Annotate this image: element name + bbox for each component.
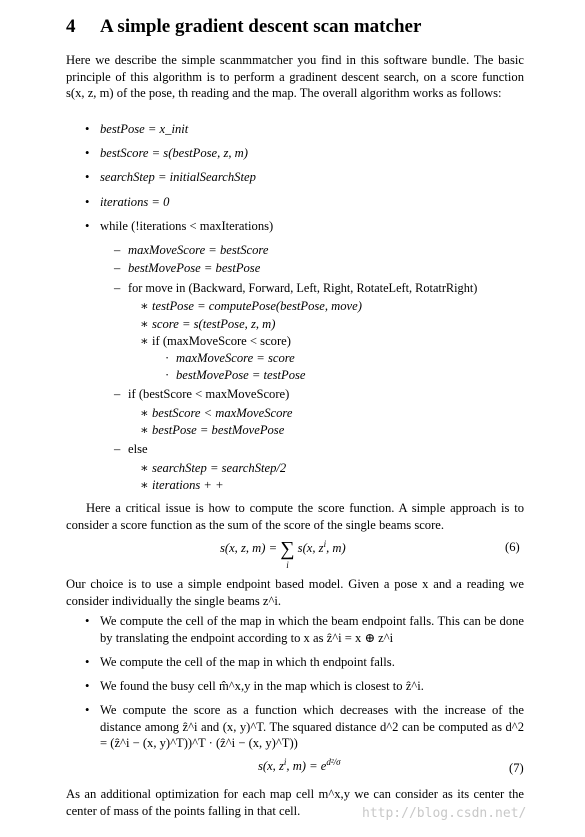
model-step: We compute the cell of the map in which the beam endpoint falls. This can be done by translating the endpoint according to x as ẑ^i = x ⊕ z^i [100, 614, 524, 645]
algo-line: bestMovePose = bestPose [128, 261, 261, 275]
list-bullet: • [85, 614, 90, 628]
list-dash: – [114, 281, 121, 295]
model-step: We compute the score as a function which decreases with the increase of the distance among ẑ^i and (x, y)^T. The squared distance d^2 can be computed as d^2 = (ẑ^i − (x, y)^T))^T · (ẑ^i − (x, y)^T)) [100, 703, 524, 750]
sum-symbol: ∑ [280, 538, 295, 560]
section-number: 4 [66, 16, 76, 37]
equation-number-6: (6) [505, 540, 520, 554]
list-star: ∗ [140, 423, 149, 437]
list-star: ∗ [140, 334, 149, 348]
list-dash: – [114, 442, 121, 456]
eq6-end: , m) [326, 541, 346, 555]
algo-line: bestPose = bestMovePose [152, 423, 285, 437]
algo-line: while (!iterations < maxIterations) [100, 219, 274, 233]
watermark-text: http://blog.csdn.net/ [362, 806, 527, 821]
eq6-sup: i [323, 539, 327, 549]
list-star: ∗ [140, 406, 149, 420]
list-star: ∗ [140, 317, 149, 331]
list-bullet: • [85, 219, 90, 233]
list-dash: – [114, 243, 121, 257]
list-dash: – [114, 261, 121, 275]
list-bullet: • [85, 170, 90, 184]
eq7-mid: , m) = e [286, 759, 327, 773]
list-dot: · [165, 368, 170, 382]
score-paragraph: Here a critical issue is how to compute the score function. A simple approach is to consider a score function as the sum of the score of the single beams score. [66, 501, 524, 532]
list-star: ∗ [140, 461, 149, 475]
list-bullet: • [85, 195, 90, 209]
list-bullet: • [85, 679, 90, 693]
section-title: A simple gradient descent scan matcher [100, 16, 422, 37]
closing-paragraph: As an additional optimization for each map cell m^x,y we can consider as its center the center of mass of the points falling in that cell. [66, 787, 524, 818]
section-heading [66, 16, 421, 38]
algo-line: bestScore = s(bestPose, z, m) [100, 146, 248, 160]
eq6-lhs: s(x, z, m) = [220, 541, 281, 555]
algo-line: score = s(testPose, z, m) [152, 317, 276, 331]
algo-line: bestMovePose = testPose [176, 368, 306, 382]
list-bullet: • [85, 703, 90, 717]
list-star: ∗ [140, 299, 149, 313]
algo-line: searchStep = initialSearchStep [100, 170, 256, 184]
algo-line: else [128, 442, 148, 456]
eq7-lhs: s(x, z [258, 759, 284, 773]
list-bullet: • [85, 655, 90, 669]
list-dot: · [165, 351, 170, 365]
model-step: We found the busy cell m̂^x,y in the map which is closest to ẑ^i. [100, 679, 424, 693]
algo-line: maxMoveScore = bestScore [128, 243, 269, 257]
algo-line: iterations + + [152, 478, 224, 492]
list-bullet: • [85, 146, 90, 160]
list-star: ∗ [140, 478, 149, 492]
algo-line: bestPose = x_init [100, 122, 189, 136]
algo-line: bestScore < maxMoveScore [152, 406, 293, 420]
eq7-sup1: i [283, 757, 287, 767]
model-paragraph: Our choice is to use a simple endpoint based model. Given a pose x and a reading we consider individually the single beams z^i. [66, 577, 524, 608]
algo-line: maxMoveScore = score [176, 351, 295, 365]
algo-line: testPose = computePose(bestPose, move) [152, 299, 362, 313]
list-dash: – [114, 387, 121, 401]
intro-paragraph: Here we describe the simple scanmmatcher you find in this software bundle. The basic principle of this algorithm is to perform a gradinent descent search, on a score function s(x, z, m) of the pose, th reading and the map. The overall algorithm works as follows: [66, 53, 524, 100]
algo-line: if (maxMoveScore < score) [152, 334, 291, 348]
algo-line: if (bestScore < maxMoveScore) [128, 387, 290, 401]
equation-6 [220, 538, 346, 570]
list-bullet: • [85, 122, 90, 136]
eq7-sup2: d²/σ [326, 757, 341, 767]
algo-line: iterations = 0 [100, 195, 170, 209]
equation-number-7: (7) [509, 761, 524, 775]
eq6-rhs: s(x, z [294, 541, 324, 555]
sum-index: i [286, 560, 289, 570]
algo-line: for move in (Backward, Forward, Left, Right, RotateLeft, RotatrRight) [128, 281, 478, 295]
model-step: We compute the cell of the map in which th endpoint falls. [100, 655, 395, 669]
algo-line: searchStep = searchStep/2 [152, 461, 287, 475]
equation-7 [258, 759, 341, 774]
